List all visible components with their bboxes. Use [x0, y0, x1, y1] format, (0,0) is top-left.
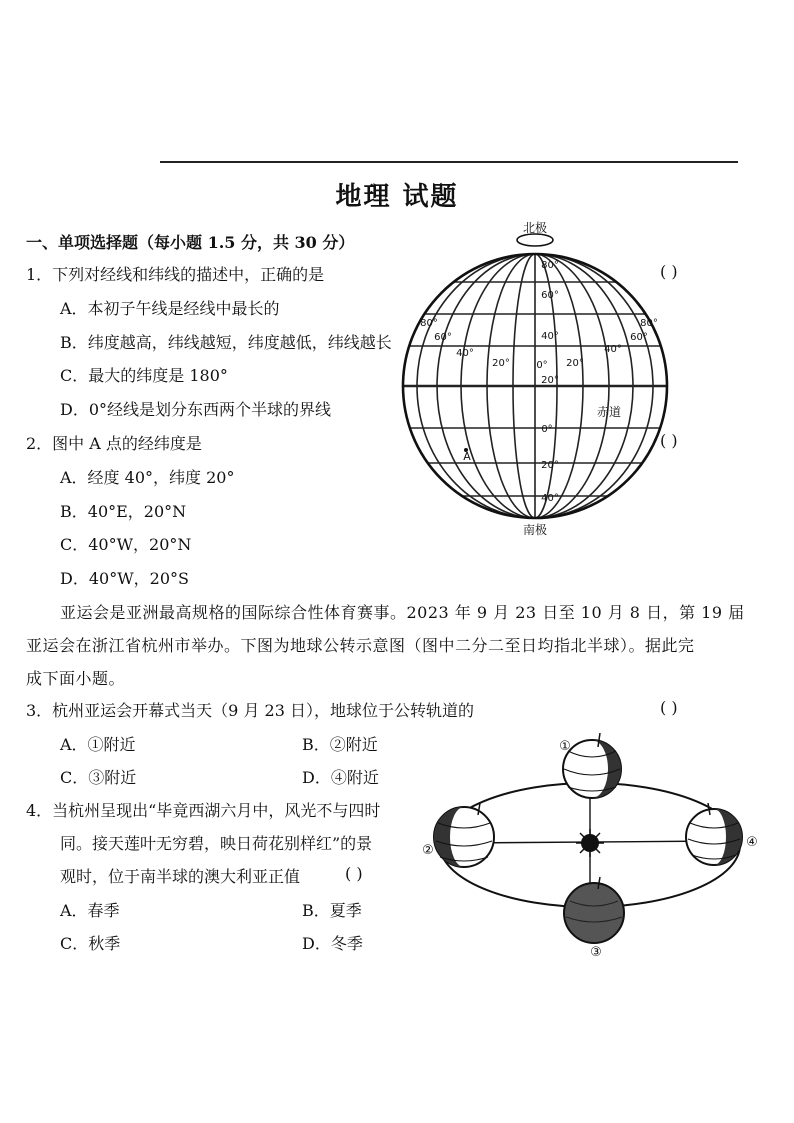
- question-2-stem: 2．图中 A 点的经纬度是: [26, 434, 202, 453]
- lon-label: 40°: [604, 344, 622, 355]
- question-1-answer-paren: ( ): [660, 262, 678, 281]
- question-3-option-d: D．④附近: [302, 768, 379, 787]
- globe-grid: [395, 254, 680, 518]
- question-3-option-b: B．②附近: [302, 735, 378, 754]
- lon-label: 40°: [456, 348, 474, 359]
- orbit-label-position-3: ③: [590, 945, 602, 960]
- earth-position-2: [434, 803, 494, 867]
- earth-position-1: [563, 733, 621, 798]
- lat-label: 80°: [541, 260, 559, 271]
- orbit-label-position-4: ④: [746, 835, 758, 850]
- south-pole-label: 南极: [522, 523, 548, 537]
- lat-label: 40°: [541, 493, 559, 504]
- north-pole-cap: [517, 234, 553, 246]
- lat-label: 20°: [541, 375, 559, 386]
- north-pole-label: 北极: [522, 221, 548, 235]
- lon-label: 80°: [640, 318, 658, 329]
- lat-label: 0°: [541, 424, 553, 435]
- lon-label: 0°: [536, 360, 548, 371]
- question-3-stem: 3．杭州亚运会开幕式当天（9 月 23 日），地球位于公转轨道的: [26, 701, 474, 720]
- question-1-option-d: D．0°经线是划分东西两个半球的界线: [60, 400, 332, 419]
- question-3-answer-paren: ( ): [660, 698, 678, 717]
- question-4-stem-line-1: 4．当杭州呈现出“毕竟西湖六月中，风光不与四时: [26, 801, 381, 820]
- orbit-label-position-2: ②: [422, 843, 434, 858]
- question-2-option-b: B．40°E，20°N: [60, 502, 187, 521]
- question-1-stem: 1．下列对经线和纬线的描述中，正确的是: [26, 265, 325, 284]
- question-1-option-c: C．最大的纬度是 180°: [60, 366, 228, 385]
- page-title: 地理 试题: [335, 182, 459, 212]
- question-4-option-c: C．秋季: [60, 934, 121, 953]
- lon-label: 20°: [566, 358, 584, 369]
- passage-line-2: 亚运会在浙江省杭州市举办。下图为地球公转示意图（图中二分二至日均指北半球）。据此完: [26, 636, 695, 655]
- earth-position-4: [686, 803, 742, 865]
- section-heading: 一、单项选择题（每小题 1.5 分，共 30 分）: [26, 233, 355, 252]
- question-3-option-a: A．①附近: [60, 735, 136, 754]
- sun-icon: [576, 829, 604, 857]
- lon-label: 20°: [492, 358, 510, 369]
- question-4-option-a: A．春季: [60, 901, 120, 920]
- question-1-option-a: A．本初子午线是经线中最长的: [60, 299, 280, 318]
- equator-label: 赤道: [596, 405, 622, 419]
- question-4-option-b: B．夏季: [302, 901, 362, 920]
- passage-line-1: 亚运会是亚洲最高规格的国际综合性体育赛事。2023 年 9 月 23 日至 10 月 8 日，第 19 届: [60, 603, 745, 622]
- question-4-stem-line-2: 同。接天莲叶无穷碧，映日荷花别样红”的景: [60, 834, 373, 853]
- earth-position-3: [564, 877, 624, 943]
- lon-label: 60°: [434, 332, 452, 343]
- question-2-option-a: A．经度 40°，纬度 20°: [60, 468, 235, 487]
- question-2-answer-paren: ( ): [660, 431, 678, 450]
- header-rule: [160, 161, 738, 163]
- question-1-option-b: B．纬度越高，纬线越短，纬度越低，纬线越长: [60, 333, 392, 352]
- question-3-option-c: C．③附近: [60, 768, 137, 787]
- question-4-answer-paren: ( ): [345, 864, 363, 883]
- question-2-option-d: D．40°W，20°S: [60, 569, 189, 588]
- orbit-label-position-1: ①: [559, 739, 571, 754]
- lon-label: 80°: [420, 318, 438, 329]
- passage-line-3: 成下面小题。: [26, 669, 126, 688]
- lat-label: 40°: [541, 331, 559, 342]
- question-2-option-c: C．40°W，20°N: [60, 535, 192, 554]
- orbit-figure: [418, 733, 763, 963]
- lat-label: 20°: [541, 460, 559, 471]
- question-4-option-d: D．冬季: [302, 934, 363, 953]
- lat-label: 60°: [541, 290, 559, 301]
- globe-figure: [395, 218, 680, 540]
- question-4-stem-line-3: 观时，位于南半球的澳大利亚正值: [60, 867, 301, 886]
- point-a-label: A: [463, 450, 471, 463]
- lon-label: 60°: [630, 332, 648, 343]
